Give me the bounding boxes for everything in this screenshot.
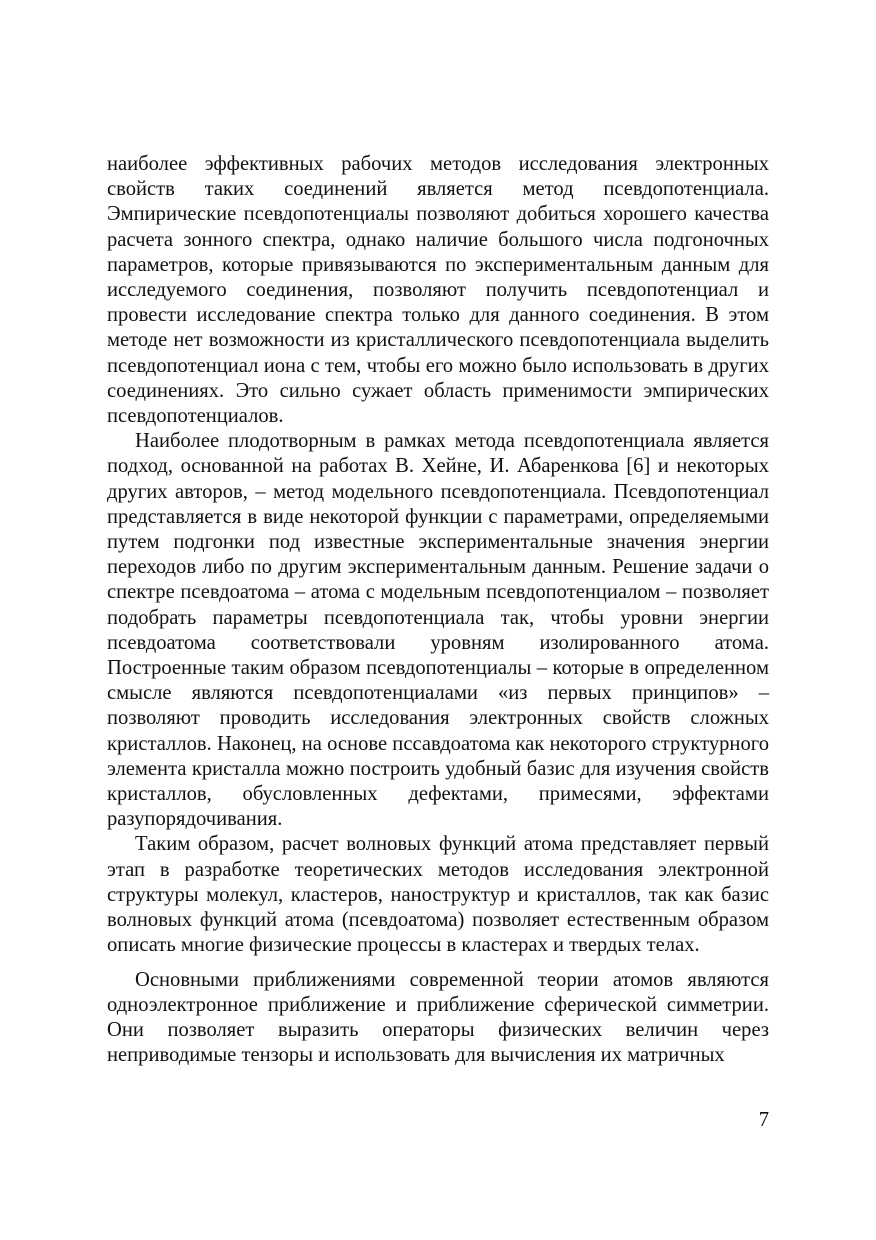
paragraph-approximations: Основными приближениями современной теории атомов являются одноэлектронное приближение и приближение сферической симметрии. Они позволяет выразить операторы физических величин через неприводимые тензоры и использовать для вычисления их матричных [107,968,769,1067]
paragraph-wavefunctions: Таким образом, расчет волновых функций атома представляет первый этап в разработке теоретических методов исследования электронной структуры молекул, кластеров, наноструктур и кристаллов, так как базис волновых функций атома (псевдоатома) позволяет естественным образом описать многие физические процессы в кластерах и твердых телах. [107,833,769,957]
page-number: 7 [758,1109,769,1131]
body-text [107,152,769,1068]
paragraph-continuation: наиболее эффективных рабочих методов исследования электронных свойств таких соединений является метод псевдопотенциала. Эмпирические псевдопотенциалы позволяют добиться хорошего качества расчета зонного спектра, однако наличие большого числа подгоночных параметров, которые привязываются по экспериментальным данным для исследуемого соединения, позволяют получить псевдопотенциал и провести исследование спектра только для данного соединения. В этом методе нет возможности из кристаллического псевдопотенциала выделить псевдопотенциал иона с тем, чтобы его можно было использовать в других соединениях. Это сильно сужает область применимости эмпирических псевдопотенциалов. [107,153,769,428]
paragraph-model-pseudopotential: Наиболее плодотворным в рамках метода псевдопотенциала является подход, основанной на работах В. Хейне, И. Абаренкова [6] и некоторых других авторов, – метод модельного псевдопотенциала. Псевдопотенциал представляется в виде некоторой функции с параметрами, определяемыми путем подгонки под известные экспериментальные значения энергии переходов либо по другим экспериментальным данным. Решение задачи о спектре псевдоатома – атома с модельным псевдопотенциалом – позволяет подобрать параметры псевдопотенциала так, чтобы уровни энергии псевдоатома соответствовали уровням изолированного атома. Построенные таким образом псевдопотенциалы – которые в определенном смысле являются псевдопотенциалами «из первых принципов» – позволяют проводить исследования электронных свойств сложных кристаллов. Наконец, на основе пссавдоатома как некоторого структурного элемента кристалла можно построить удобный базис для изучения свойств кристаллов, обусловленных дефектами, примесями, эффектами разупорядочивания. [107,430,769,831]
